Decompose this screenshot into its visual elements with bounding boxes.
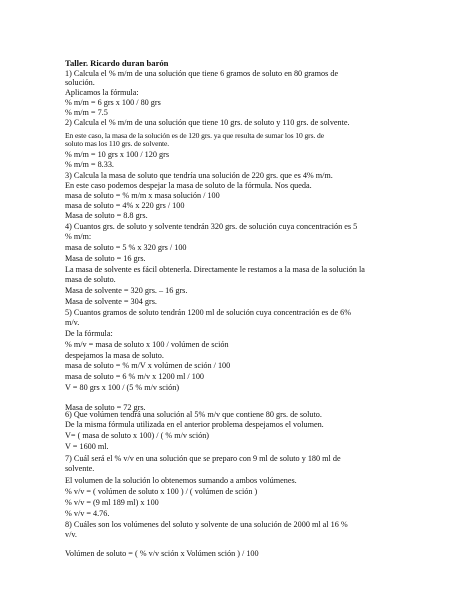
text-line: La masa de solvente es fácil obtenerla. Directamente le restamos a la masa de la solución la <box>65 265 365 274</box>
text-line: Masa de solvente = 320 grs. – 16 grs. <box>65 286 188 295</box>
text-line: En este caso, la masa de la solución es de 120 grs. ya que resulta de sumar los 10 grs. de <box>65 131 325 140</box>
text-line: % m/m: <box>65 232 92 241</box>
text-line: 5) Cuantos gramos de soluto tendrán 1200 ml de solución cuya concentración es de 6% <box>65 308 352 317</box>
text-line: En este caso podemos despejar la masa de soluto de la fórmula. Nos queda. <box>65 181 312 190</box>
text-line: Masa de soluto = 72 grs. <box>65 403 146 412</box>
text-line: % m/m = 6 grs x 100 / 80 grs <box>65 98 161 107</box>
text-line: soluto mas los 110 grs. de solvente. <box>65 139 170 148</box>
text-line: 2) Calcula el % m/m de una solución que tiene 10 grs. de soluto y 110 grs. de solvente. <box>65 118 350 127</box>
text-line: 4) Cuantos grs. de soluto y solvente tendrán 320 grs. de solución cuya concentración es 5 <box>65 222 358 231</box>
text-line: Masa de soluto = 8.8 grs. <box>65 211 148 220</box>
text-line: El volumen de la solución lo obtenemos sumando a ambos volúmenes. <box>65 476 297 485</box>
text-line: masa de soluto = % m/V x volúmen de sción / 100 <box>65 361 231 370</box>
document-title: Taller. Ricardo duran barón <box>65 58 169 68</box>
text-line: % m/m = 8.33. <box>65 160 114 169</box>
text-line: Aplicamos la fórmula: <box>65 88 139 97</box>
text-line: De la fórmula: <box>65 329 113 338</box>
text-line: V= ( masa de soluto x 100) / ( % m/v sción) <box>65 431 210 440</box>
text-line: 6) Que volúmen tendrá una solución al 5% m/v que contiene 80 grs. de soluto. <box>65 410 322 419</box>
text-line: De la misma fórmula utilizada en el anterior problema despejamos el volumen. <box>65 420 324 429</box>
text-line: V = 80 grs x 100 / (5 % m/v sción) <box>65 383 180 392</box>
text-line: % m/m = 10 grs x 100 / 120 grs <box>65 150 170 159</box>
text-line: 3) Calcula la masa de soluto que tendría una solución de 220 grs. que es 4% m/m. <box>65 171 333 180</box>
text-line: v/v. <box>65 530 77 539</box>
text-line: % m/m = 7.5 <box>65 108 108 117</box>
text-line: solvente. <box>65 464 95 473</box>
text-line: masa de soluto = 6 % m/v x 1200 ml / 100 <box>65 372 205 381</box>
text-line: 7) Cuál será el % v/v en una solución que se preparo con 9 ml de soluto y 180 ml de <box>65 454 341 463</box>
text-line: masa de soluto. <box>65 275 116 284</box>
text-line: Masa de soluto = 16 grs. <box>65 254 146 263</box>
text-line: Masa de solvente = 304 grs. <box>65 297 157 306</box>
text-line: V = 1600 ml. <box>65 442 109 451</box>
text-line: % m/v = masa de soluto x 100 / volúmen de sción <box>65 340 229 349</box>
text-line: 8) Cuáles son los volúmenes del soluto y solvente de una solución de 2000 ml al 16 % <box>65 520 348 529</box>
text-line: masa de soluto = 5 % x 320 grs / 100 <box>65 243 187 252</box>
text-line: masa de soluto = % m/m x masa solución / 100 <box>65 191 220 200</box>
text-line: solución. <box>65 78 95 87</box>
text-line: 1) Calcula el % m/m de una solución que tiene 6 gramos de soluto en 80 gramos de <box>65 69 339 78</box>
text-line: Volúmen de soluto = ( % v/v sción x Volúmen sción ) / 100 <box>65 549 259 558</box>
text-line: despejamos la masa de soluto. <box>65 351 164 360</box>
text-line: % v/v = 4.76. <box>65 509 110 518</box>
text-line: m/v. <box>65 318 80 327</box>
text-line: % v/v = ( volúmen de soluto x 100 ) / ( volúmen de sción ) <box>65 487 258 496</box>
text-line: masa de soluto = 4% x 220 grs / 100 <box>65 201 185 210</box>
text-line: % v/v = (9 ml 189 ml) x 100 <box>65 498 159 507</box>
